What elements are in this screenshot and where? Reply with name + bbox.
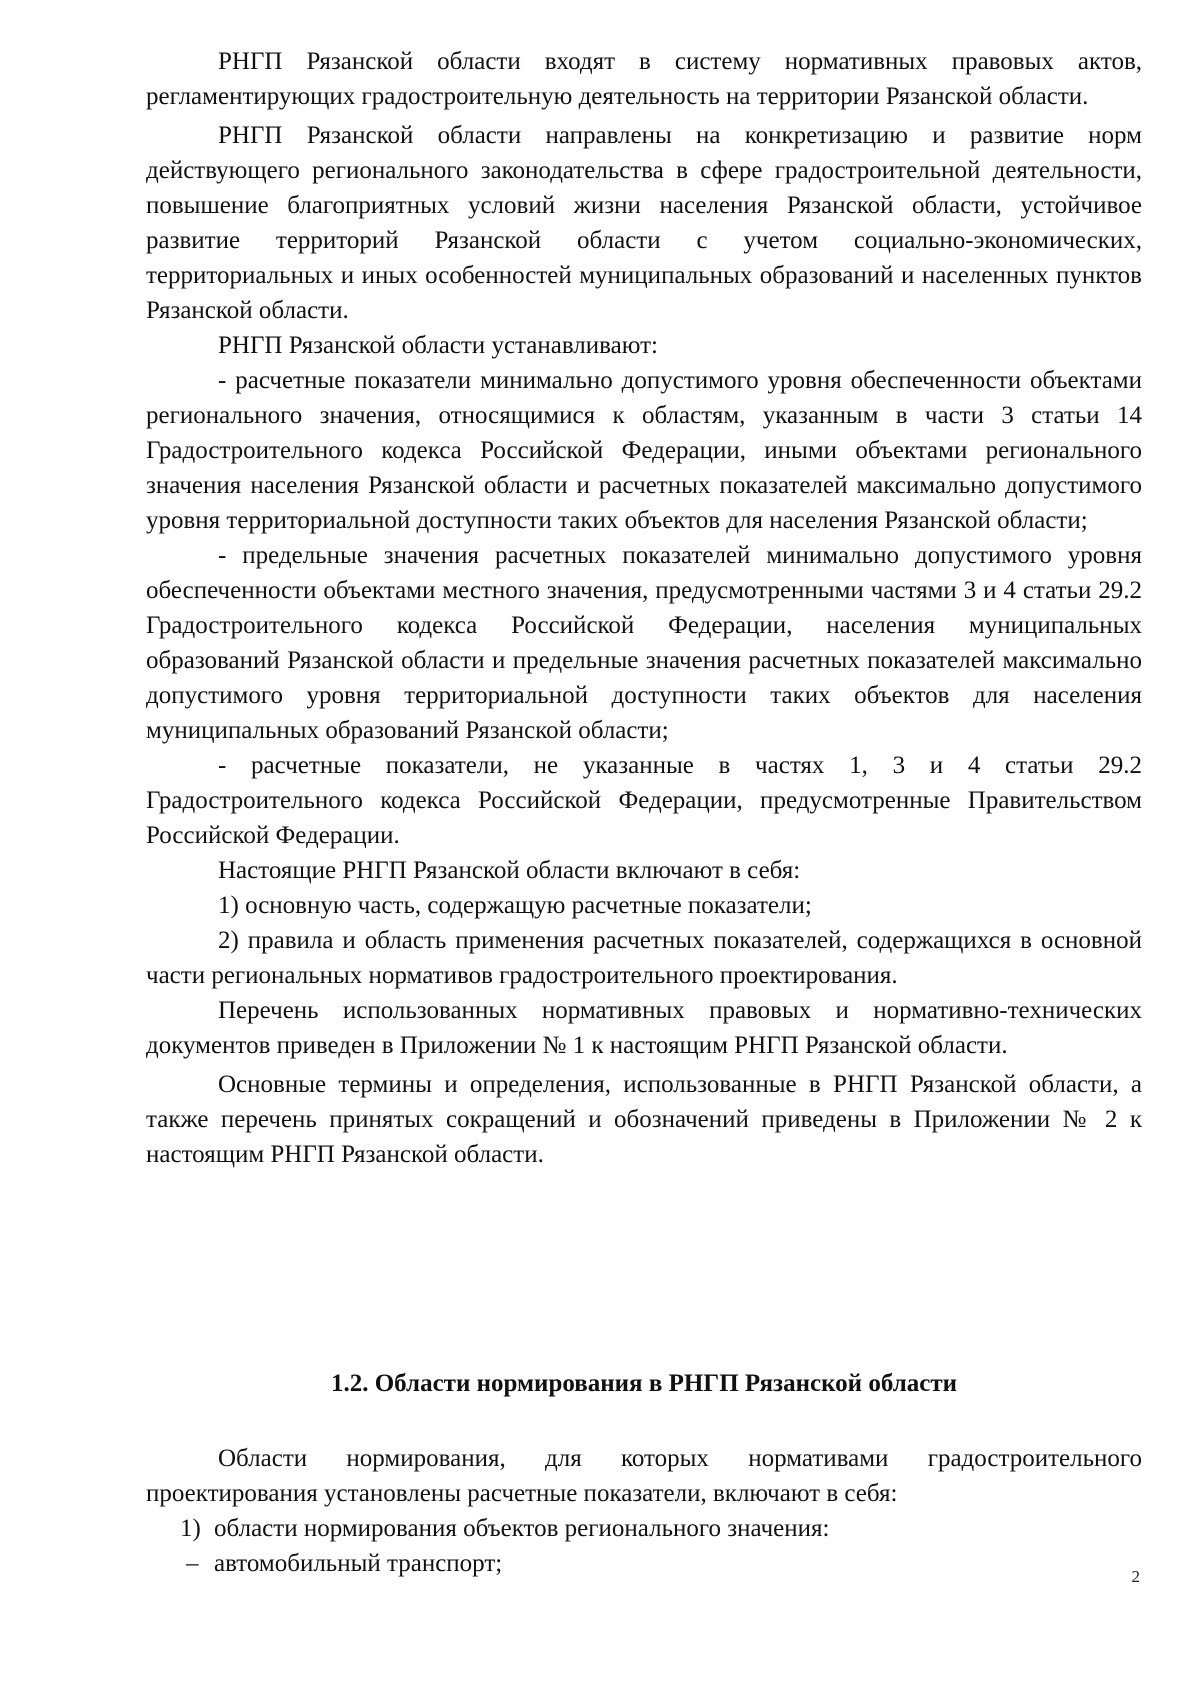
- list-item-other-indicators: - расчетные показатели, не указанные в частях 1, 3 и 4 статьи 29.2 Градостроительного кодекса Российской Федерации, предусмотренные Правительством Российской Федерации.: [146, 752, 1142, 849]
- page-number: 2: [1131, 1567, 1140, 1586]
- list-item-rules: 2) правила и область применения расчетных показателей, содержащихся в основной части региональных нормативов градостроительного проектирования.: [146, 927, 1142, 989]
- paragraph-system-of-acts: РНГП Рязанской области входят в систему нормативных правовых актов, регламентирующих градостроительную деятельность на территории Рязанской области.: [146, 48, 1142, 110]
- section-body: [146, 1441, 1142, 1581]
- section-heading: 1.2. Области нормирования в РНГП Рязанской области: [330, 1370, 958, 1397]
- list-item-local-indicators: - предельные значения расчетных показателей минимально допустимого уровня обеспеченности объектами местного значения, предусмотренными частями 3 и 4 статьи 29.2 Градостроительного кодекса Российской Федерации, населения муниципальных образований Рязанской области и предельные значения расчетных показателей максимально допустимого уровня территориальной доступности таких объектов для населения муниципальных образований Рязанской области;: [146, 542, 1142, 744]
- list-item-text: области нормирования объектов регионального значения:: [214, 1515, 830, 1542]
- list-item-main-part: 1) основную часть, содержащую расчетные показатели;: [218, 892, 812, 919]
- paragraph-purpose: РНГП Рязанской области направлены на конкретизацию и развитие норм действующего регионального законодательства в сфере градостроительной деятельности, повышение благоприятных условий жизни населения Рязанской области, устойчивое развитие территорий Рязанской области с учетом социально-экономических, территориальных и иных особенностей муниципальных образований и населенных пунктов Рязанской области.: [146, 122, 1142, 324]
- numbered-list-item: [146, 1511, 1142, 1546]
- list-item-text: автомобильный транспорт;: [214, 1550, 503, 1577]
- paragraph-appendix-1: Перечень использованных нормативных правовых и нормативно-технических документов приведен в Приложении № 1 к настоящим РНГП Рязанской области.: [146, 997, 1142, 1059]
- paragraph-includes: Настоящие РНГП Рязанской области включают в себя:: [218, 857, 801, 884]
- paragraph-appendix-2: Основные термины и определения, использованные в РНГП Рязанской области, а также перечень принятых сокращений и обозначений приведены в Приложении № 2 к настоящим РНГП Рязанской области.: [146, 1071, 1142, 1168]
- paragraph-establish: РНГП Рязанской области устанавливают:: [218, 332, 658, 359]
- list-item-regional-indicators: - расчетные показатели минимально допустимого уровня обеспеченности объектами регионального значения, относящимися к областям, указанным в части 3 статьи 14 Градостроительного кодекса Российской Федерации, иными объектами регионального значения населения Рязанской области и расчетных показателей максимально допустимого уровня территориальной доступности таких объектов для населения Рязанской области;: [146, 367, 1142, 534]
- document-body: [146, 44, 1142, 1172]
- section-intro: Области нормирования, для которых нормативами градостроительного проектирования установлены расчетные показатели, включают в себя:: [146, 1445, 1142, 1507]
- list-number: 1): [180, 1515, 201, 1542]
- dash-list-item: [146, 1546, 1142, 1581]
- list-dash: –: [186, 1550, 199, 1577]
